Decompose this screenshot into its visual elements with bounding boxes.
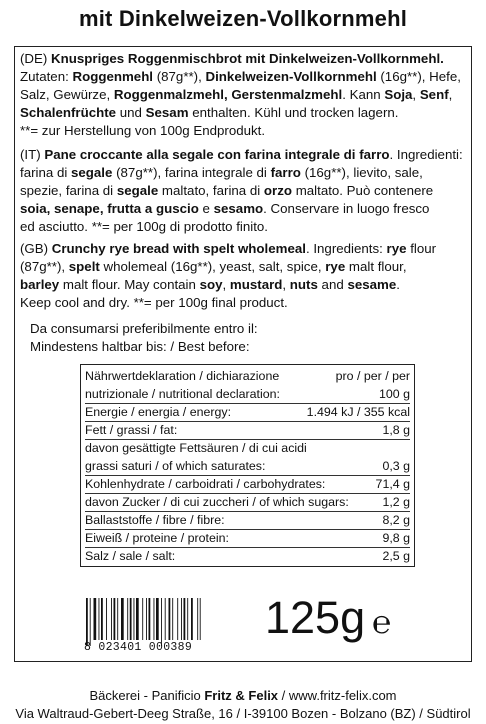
nutrition-row xyxy=(85,404,410,422)
nutrition-value: 100 g xyxy=(378,387,410,401)
nutrition-value: 1.494 kJ / 355 kcal xyxy=(306,405,410,419)
nutrition-value: 1,2 g xyxy=(382,495,410,509)
bakery-address: Via Waltraud-Gebert-Deeg Straße, 16 / I-39100 Bozen - Bolzano (BZ) / Südtirol xyxy=(15,706,471,721)
bakery-line: Bäckerei - Panificio Fritz & Felix / www.fritz-felix.com xyxy=(89,688,397,703)
nutrition-row xyxy=(85,494,410,512)
de-line: Salz, Gewürze, Roggenmalzmehl, Gerstenmalzmehl. Kann Soja, Senf, xyxy=(20,87,453,102)
nutrition-row xyxy=(85,368,410,385)
it-line: farina di segale (87g**), farina integrale di farro (16g**), lievito, sale, xyxy=(20,165,423,180)
nutrition-label: grassi saturi / of which saturates: xyxy=(85,459,266,473)
nutrition-row xyxy=(85,458,410,476)
nutrition-value: 0,3 g xyxy=(382,459,410,473)
gb-line: (GB) Crunchy rye bread with spelt wholemeal. Ingredients: rye flour xyxy=(20,241,437,256)
nutrition-value: 71,4 g xyxy=(375,477,410,491)
nutrition-value: 2,5 g xyxy=(382,549,410,563)
gb-line: Keep cool and dry. **= per 100g final product. xyxy=(20,295,288,310)
it-line: spezie, farina di segale maltato, farina di orzo maltato. Può contenere xyxy=(20,183,434,198)
nutrition-label: Eiweiß / proteine / protein: xyxy=(85,531,229,545)
it-line: (IT) Pane croccante alla segale con farina integrale di farro. Ingredienti: xyxy=(20,147,463,162)
nutrition-row xyxy=(85,512,410,530)
de-line: (DE) Knuspriges Roggenmischbrot mit Dinkelweizen-Vollkornmehl. xyxy=(20,51,444,66)
nutrition-label: Salz / sale / salt: xyxy=(85,549,176,563)
ingredients-it xyxy=(20,146,466,236)
nutrition-value: pro / per / per xyxy=(335,369,410,383)
nutrition-label: Fett / grassi / fat: xyxy=(85,423,178,437)
it-line: ed asciutto. **= per 100g di prodotto finito. xyxy=(20,219,269,234)
product-title: mit Dinkelweizen-Vollkornmehl xyxy=(78,6,408,31)
nutrition-row xyxy=(85,440,410,457)
nutrition-row xyxy=(85,530,410,548)
nutrition-row xyxy=(85,548,410,565)
ingredients-gb xyxy=(20,240,466,312)
nutrition-label: nutrizionale / nutritional declaration: xyxy=(85,387,280,401)
nutrition-row xyxy=(85,422,410,440)
de-line: Schalenfrüchte und Sesam enthalten. Kühl und trocken lagern. xyxy=(20,105,399,120)
nutrition-label: Ballaststoffe / fibre / fibre: xyxy=(85,513,225,527)
best-before-de-gb: Mindestens haltbar bis: / Best before: xyxy=(30,339,250,354)
nutrition-label: davon gesättigte Fettsäuren / di cui acidi xyxy=(85,441,307,455)
best-before-it: Da consumarsi preferibilmente entro il: xyxy=(30,321,258,336)
gb-line: barley malt flour. May contain soy, mustard, nuts and sesame. xyxy=(20,277,400,292)
nutrition-label: davon Zucker / di cui zuccheri / of which sugars: xyxy=(85,495,349,509)
nutrition-row xyxy=(85,476,410,494)
nutrition-label: Nährwertdeklaration / dichiarazione xyxy=(85,369,280,383)
nutrition-value: 8,2 g xyxy=(382,513,410,527)
nutrition-label: Energie / energia / energy: xyxy=(85,405,232,419)
ingredients-de xyxy=(20,50,466,140)
de-line: **= zur Herstellung von 100g Endprodukt. xyxy=(20,123,266,138)
nutrition-row xyxy=(85,386,410,404)
nutrition-label: Kohlenhydrate / carboidrati / carbohydrates: xyxy=(85,477,326,491)
it-line: soia, senape, frutta a guscio e sesamo. Conservare in luogo fresco xyxy=(20,201,430,216)
nutrition-value: 1,8 g xyxy=(382,423,410,437)
net-weight: 125g xyxy=(265,592,366,643)
gb-line: (87g**), spelt wholemeal (16g**), yeast, salt, spice, rye malt flour, xyxy=(20,259,407,274)
nutrition-table xyxy=(80,364,415,567)
barcode xyxy=(84,598,234,646)
barcode-digits: 8 023401 000389 xyxy=(84,641,193,654)
de-line: Zutaten: Roggenmehl (87g**), Dinkelweizen-Vollkornmehl (16g**), Hefe, xyxy=(20,69,461,84)
nutrition-value: 9,8 g xyxy=(382,531,410,545)
estimated-sign-icon: ℮ xyxy=(372,604,392,640)
